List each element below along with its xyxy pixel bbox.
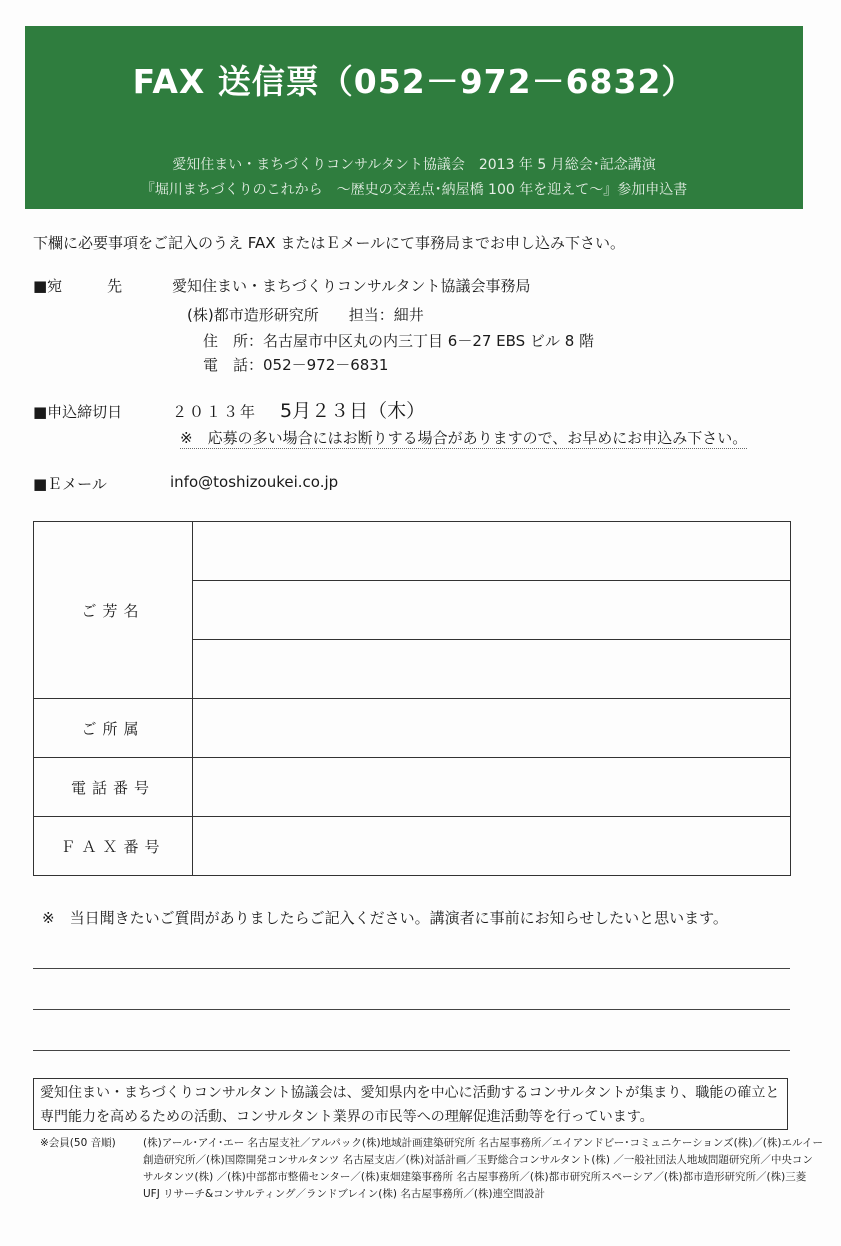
destination-address: 住 所：名古屋市中区丸の内三丁目 6－27 EBS ビル 8 階 [203,332,595,350]
name-field-2[interactable] [193,581,791,640]
deadline-label: ■申込締切日 [33,403,123,421]
members-text: (株)アール･アイ･エー 名古屋支社／アルパック(株)地域計画建築研究所 名古屋事務所／エイアンドビー･コミュニケーションズ(株)／(株)エルイー創造研究所／(株)国際開発コンサルタンツ 名古屋支店／(株)対話計画／玉野総合コンサルタント(株) ／一般社団法人地域問題研究所／中央コンサルタンツ(株) ／(株)中部都市整備センター／(株)東畑建築事務所 名古屋事務所／(株)都市研究所スペーシア／(株)都市造形研究所／(株)三菱 UFJ リサーチ&コンサルティング／ランドブレイン(株) 名古屋事務所／(株)連空間設計 [143,1137,823,1200]
fax-title: FAX 送信票（052－972－6832） [132,62,696,101]
fax-header-banner [25,26,803,209]
destination-phone: 電 話：052－972－6831 [203,356,389,374]
question-line-3[interactable] [33,1050,790,1051]
deadline-date: 5月２３日（木） [280,400,426,422]
application-form [33,521,791,876]
event-theme: 『堀川まちづくりのこれから ～歴史の交差点･納屋橋 100 年を迎えて～』参加申込書 [140,182,688,198]
members-label: ※会員(50 音順) [40,1137,116,1149]
deadline-year: ２０１３年 [172,403,258,421]
affiliation-field[interactable] [193,699,791,758]
fax-field[interactable] [193,817,791,876]
affiliation-label: ご所属 [34,699,193,758]
deadline-note: ※ 応募の多い場合にはお断りする場合がありますので、お早めにお申込み下さい。 [180,429,748,447]
phone-label: 電話番号 [34,758,193,817]
name-field-1[interactable] [193,522,791,581]
destination-org: 愛知住まい・まちづくりコンサルタント協議会事務局 [172,277,531,295]
question-line-1[interactable] [33,968,790,969]
email-address[interactable]: info@toshizoukei.co.jp [170,473,339,491]
fax-label: ＦＡＸ番号 [34,817,193,876]
question-note: ※ 当日聞きたいご質問がありましたらご記入ください。講演者に事前にお知らせしたいと思います。 [42,909,728,927]
destination-office: (株)都市造形研究所 担当：細井 [187,306,424,324]
phone-field[interactable] [193,758,791,817]
event-subtitle: 愛知住まい・まちづくりコンサルタント協議会 2013 年 5 月総会･記念講演 [172,157,656,173]
name-field-3[interactable] [193,640,791,699]
email-label: ■Ｅメール [33,475,107,493]
question-line-2[interactable] [33,1009,790,1010]
association-description: 愛知住まい・まちづくりコンサルタント協議会は、愛知県内を中心に活動するコンサルタントが集まり、職能の確立と専門能力を高めるための活動、コンサルタント業界の市民等への理解促進活動等を行っています。 [33,1078,788,1130]
instruction-text: 下欄に必要事項をご記入のうえ FAX またはＥメールにて事務局までお申し込み下さい。 [33,234,626,252]
name-label: ご芳名 [34,522,193,699]
destination-label: ■宛 先 [33,277,123,295]
